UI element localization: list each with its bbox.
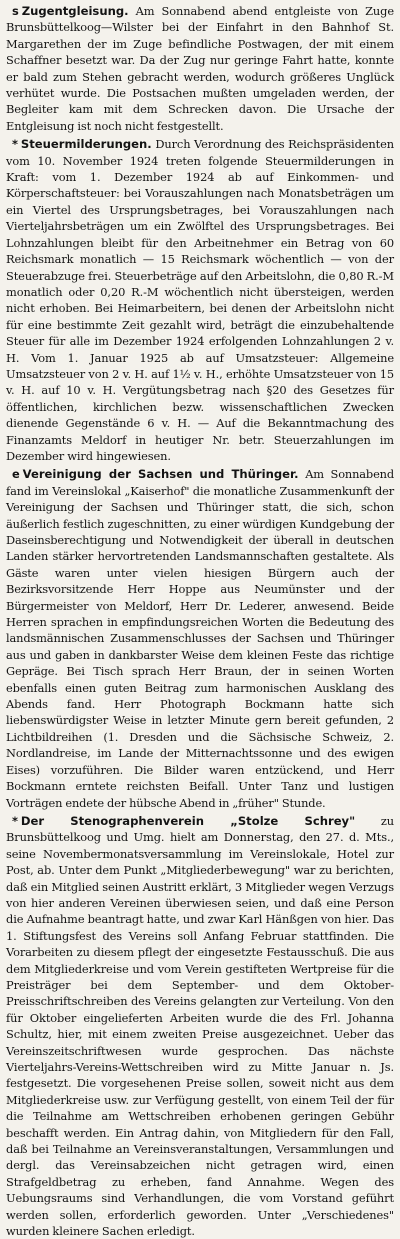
article-heading: Steuermilderungen. xyxy=(20,137,152,152)
article-stenographenverein xyxy=(6,813,394,1239)
article-marker: s xyxy=(12,4,19,18)
article-marker: * xyxy=(12,813,18,828)
article-heading: Der Stenographenverein „Stolze Schrey" xyxy=(20,813,356,828)
article-body: Durch Verordnung des Reichspräsidenten vom 10. November 1924 treten folgende Steuermilderungen in Kraft: vom 1. Dezember 1924 ab auf Einkommen- und Körperschaftsteuer: bei Vorauszahlungen nach Monatsbeträgen um ein Viertel des Ursprungsbetrages, bei Vorauszahlungen nach Vierteljahrsbeträgen um ein Zwölftel des Ursprungsbetrages. Bei Lohnzahlungen bleibt für den Arbeitnehmer ein Betrag von 60 Reichsmark monatlich — 15 Reichsmark wöchentlich — von der Steuerabzuge frei. Steuerbeträge auf den Arbeitslohn, die 0,80 R.-M monatlich oder 0,20 R.-M wöchentlich nicht übersteigen, werden nicht erhoben. Bei Heimarbeitern, bei denen der Arbeitslohn nicht für eine bestimmte Zeit gezahlt wird, beträgt die einzubehaltende Steuer für alle im Dezember 1924 erfolgenden Lohnzahlungen 2 v. H. Vom 1. Januar 1925 ab auf Umsatzsteuer: Allgemeine Umsatzsteuer von 2 v. H. auf 1½ v. H., erhöhte Umsatzsteuer von 15 v. H. auf 10 v. H. Vergütungsbetrag nach §20 des Gesetzes für öffentlichen, kirchlichen bezw. wissenschaftlichen Zwecken dienende Gegenstände 6 v. H. — Auf die Bekanntmachung des Finanzamts Meldorf in heutiger Nr. betr. Steuerzahlungen im Dezember wird hingewiesen. xyxy=(6,137,394,463)
article-marker: e xyxy=(12,467,20,482)
article-heading: Zugentgleisung. xyxy=(21,4,129,18)
article-body: zu Brunsbüttelkoog und Umg. hielt am Donnerstag, den 27. d. Mts., seine Novembermonatsversammlung im Vereinslokale, Hotel zur Post, ab. Unter dem Punkt „Mitgliederbewegung" war zu berichten, daß ein Mitglied seinen Austritt erklärt, 3 Mitglieder wegen Verzugs von hier anderen Vereinen überwiesen seien, und daß eine Person die Aufnahme beantragt hatte, und zwar Karl Hänßgen von hier. Das 1. Stiftungsfest des Vereins soll Anfang Februar stattfinden. Die Vorarbeiten zu diesem pflegt der eingesetzte Festausschuß. Die aus dem Mitgliederkreise und vom Verein gestifteten Wertpreise für die Preisträger bei dem September- und dem Oktober-Preisschriftschreiben des Vereins gelangten zur Verteilung. Von den für Oktober eingelieferten Arbeiten wurde die des Frl. Johanna Schultz, hier, mit einem zweiten Preise ausgezeichnet. Ueber das Vereinszeitschriftwesen wurde gesprochen. Das nächste Vierteljahrs-Vereins-Wettschreiben wird zu Mitte Januar n. Js. festgesetzt. Die vorgesehenen Preise sollen, soweit nicht aus dem Mitgliederkreise usw. zur Verfügung gestellt, von einem Teil der für die Teilnahme am Wettschreiben erhobenen geringen Gebühr beschafft werden. Ein Antrag dahin, von Mitgliedern für den Fall, daß bei Teilnahme an Vereinsveranstaltungen, Versammlungen und dergl. das Vereinsabzeichen nicht getragen wird, einen Strafgeldbetrag zu erheben, fand Annahme. Wegen des Uebungsraums sind Verhandlungen, die vom Vorstand geführt werden sollen, erforderlich geworden. Unter „Verschiedenes" wurden kleinere Sachen erledigt. xyxy=(6,813,394,1239)
article-body: Am Sonnabend fand im Vereinslokal „Kaiserhof" die monatliche Zusammenkunft der Vereinigung der Sachsen und Thüringer statt, die sich, schon äußerlich festlich zugeschnitten, zu einer würdigen Kundgebung der Daseinsberechtigung und Notwendigkeit der überall in deutschen Landen stärker hervortretenden Landsmannschaften gestaltete. Als Gäste waren unter vielen hiesigen Bürgern auch der Bezirksvorsitzende Herr Hoppe aus Neumünster und der Bürgermeister von Meldorf, Herr Dr. Lederer, anwesend. Beide Herren sprachen in empfindungsreichen Worten die Bedeutung des landsmännischen Zusammenschlusses der Sachsen und Thüringer aus und gaben in dankbarster Weise dem kleinen Feste das richtige Gepräge. Bei Tisch sprach Herr Braun, der in seinen Worten ebenfalls einen guten Beitrag zum harmonischen Ausklang des Abends fand. Herr Photograph Bockmann hatte sich liebenswürdigster Weise in letzter Minute gern bereit gefunden, 2 Lichtbildreihen (1. Dresden und die Sächsische Schweiz, 2. Nordlandreise, im Lande der Mitternachtssonne und des ewigen Eises) vorzuführen. Die Bilder waren entzückend, und Herr Bockmann erntete reichsten Beifall. Unter Tanz und lustigen Vorträgen endete der hübsche Abend in „früher" Stunde. xyxy=(6,467,394,810)
article-vereinigung-sachsen-thueringer xyxy=(6,466,394,811)
article-marker: * xyxy=(12,137,18,152)
article-body: Am Sonnabend abend entgleiste von Zuge Brunsbüttelkoog—Wilster bei der Einfahrt in den Bahnhof St. Margarethen der im Zuge befindliche Postwagen, der mit einem Schaffner besetzt war. Da der Zug nur geringe Fahrt hatte, konnte er bald zum Stehen gebracht werden, wodurch größeres Unglück verhütet wurde. Die Postsachen mußten umgeladen werden, der Begleiter kam mit dem Schrecken davon. Die Ursache der Entgleisung ist noch nicht festgestellt. xyxy=(6,4,394,133)
article-steuermilderungen xyxy=(6,136,394,464)
article-heading: Vereinigung der Sachsen und Thüringer. xyxy=(22,467,299,482)
article-zugentgleisung xyxy=(6,3,394,134)
